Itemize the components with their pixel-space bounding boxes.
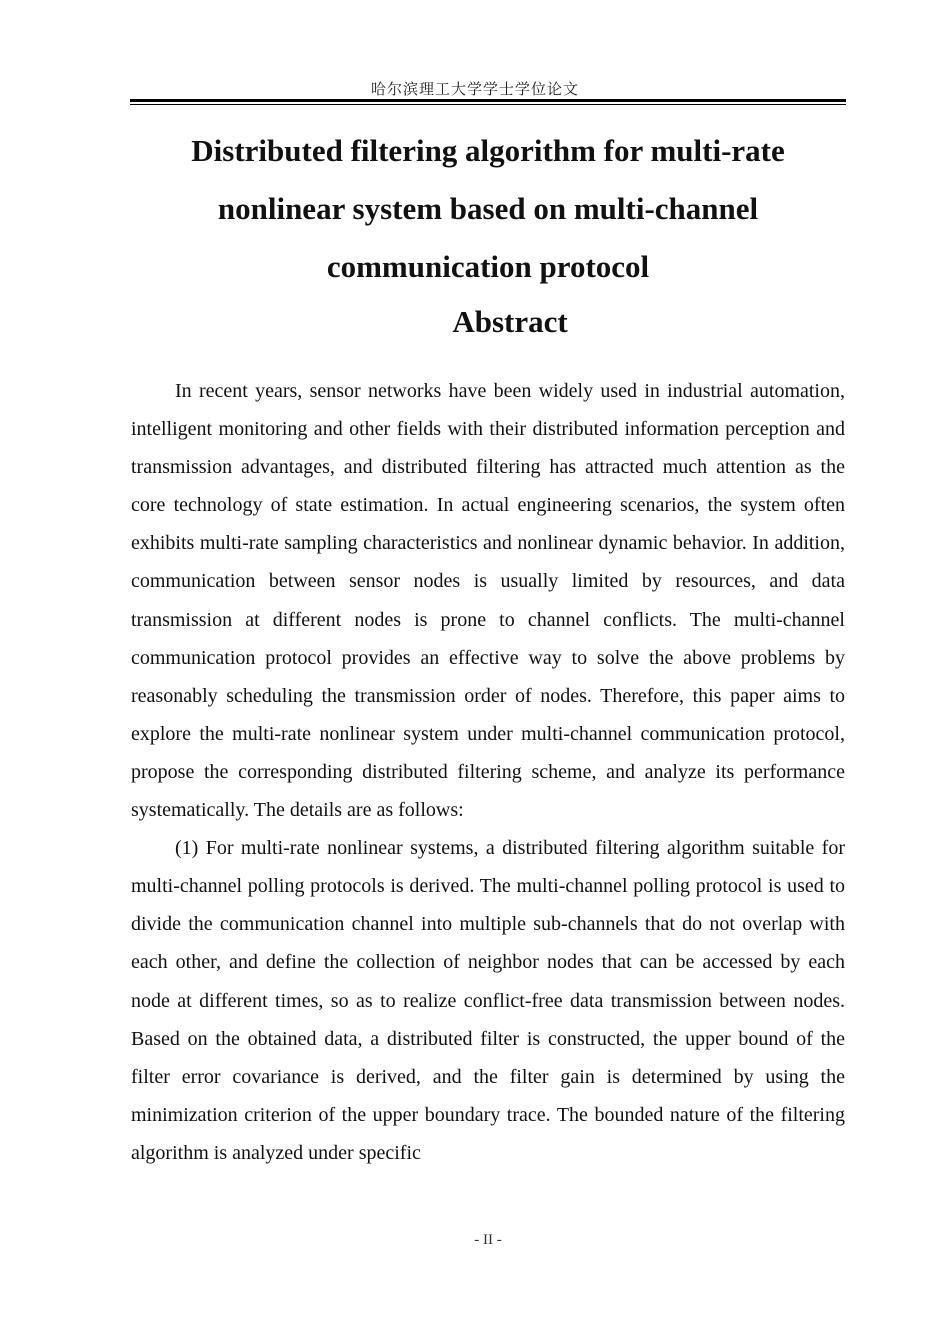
abstract-paragraph-2: (1) For multi-rate nonlinear systems, a distributed filtering algorithm suitable for multi-channel polling protocols is derived. The multi-channel polling protocol is used to divide the communication channel into multiple sub-channels that do not overlap with each other, and define the collection of neighbor nodes that can be accessed by each node at different times, so as to realize conflict-free data transmission between nodes. Based on the obtained data, a distributed filter is constructed, the upper bound of the filter error covariance is derived, and the filter gain is determined by using the minimization criterion of the upper boundary trace. The bounded nature of the filtering algorithm is analyzed under specific (131, 837, 845, 1164)
header-rule-thin (130, 104, 846, 105)
abstract-body (131, 372, 845, 1172)
running-header: 哈尔滨理工大学学士学位论文 (370, 82, 579, 98)
page-number: - II - (474, 1232, 502, 1248)
header-rule-thick (130, 99, 846, 102)
paper-title: Distributed filtering algorithm for multi-rate nonlinear system based on multi-channel communication protocol (191, 133, 785, 284)
abstract-paragraph-1: In recent years, sensor networks have been widely used in industrial automation, intelligent monitoring and other fields with their distributed information perception and transmission advantages, and distributed filtering has attracted much attention as the core technology of state estimation. In actual engineering scenarios, the system often exhibits multi-rate sampling characteristics and nonlinear dynamic behavior. In addition, communication between sensor nodes is usually limited by resources, and data transmission at different nodes is prone to channel conflicts. The multi-channel communication protocol provides an effective way to solve the above problems by reasonably scheduling the transmission order of nodes. Therefore, this paper aims to explore the multi-rate nonlinear system under multi-channel communication protocol, propose the corresponding distributed filtering scheme, and analyze its performance systematically. The details are as follows: (131, 380, 845, 822)
abstract-heading: Abstract (452, 304, 568, 339)
